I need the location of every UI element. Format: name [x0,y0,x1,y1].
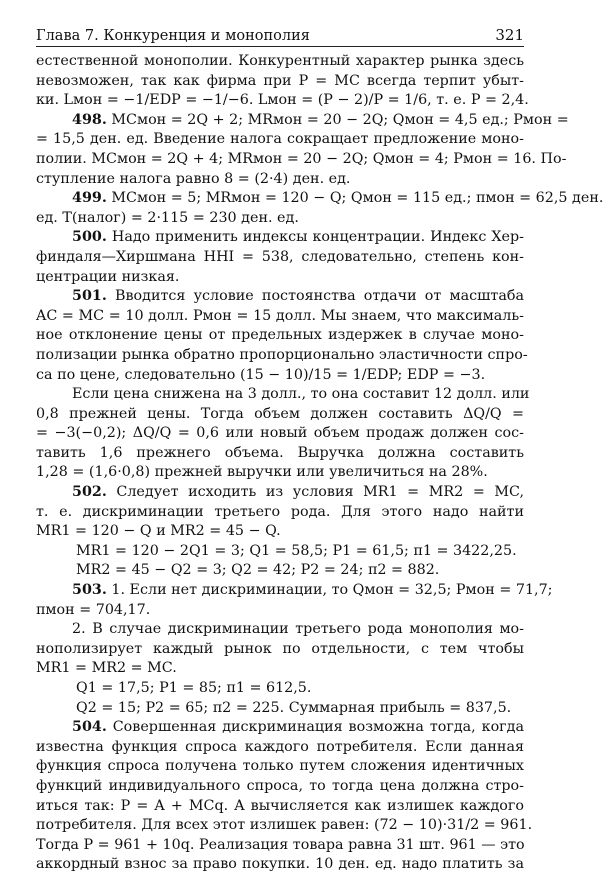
text-line [36,542,524,562]
line-text: MCмон = 5; MRмон = 120 − Q; Qмон = 115 ед.; πмон = 62,5 ден. [106,190,603,207]
text-line [36,424,524,444]
line-text: Q2 = 15; P2 = 65; π2 = 225. Суммарная прибыль = 837,5. [76,699,512,716]
line-text: ки. Lмон = −1/EDP = −1/−6. Lмон = (P − 2)/P = 1/6, т. е. P = 2,4. [36,92,529,109]
text-line [36,405,524,425]
text-line [36,307,524,327]
line-text: нополизирует каждый рынок по отдельности, с тем чтобы [36,640,524,657]
line-text: = 15,5 ден. ед. Введение налога сокращает предложение моно- [36,131,524,148]
line-text: полии. MCмон = 2Q + 4; MRмон = 20 − 2Q; Qмон = 4; Pмон = 16. По- [36,150,567,167]
line-text: невозможен, так как фирма при P = MC всегда терпит убыт- [36,72,524,89]
text-line [36,797,524,817]
line-text: полизации рынка обратно пропорционально эластичности спро- [36,346,528,363]
text-line [36,816,533,836]
line-text: естественной монополии. Конкурентный характер рынка здесь [36,53,524,69]
text-line [36,346,528,366]
line-text: πмон = 704,17. [36,601,151,618]
text-line [36,366,524,386]
line-text: 1,28 = (1,6·0,8) прежней выручки или увеличиться на 28%. [36,464,488,481]
text-line [36,326,524,346]
line-text: известна функция спроса каждого потребителя. Если данная [36,738,524,755]
page-body [36,52,603,875]
text-line [36,659,524,679]
line-text: MR1 = 120 − Q и MR2 = 45 − Q. [36,523,281,540]
problem-number: 500. [72,229,107,246]
line-text: Следует исходить из условия MR1 = MR2 = MC, [106,484,524,501]
text-line [36,130,524,150]
text-line [36,150,567,170]
running-header [36,20,524,44]
text-line [36,699,524,719]
line-text: ное отклонение цены от предельных издержек в случае моно- [36,327,524,344]
text-line [36,522,524,542]
line-text: MCмон = 2Q + 2; MRмон = 20 − 2Q; Qмон = 4,5 ед.; Pмон = [106,111,569,128]
line-text: центрации низкая. [36,268,180,285]
text-line [36,463,524,483]
text-line [36,268,524,288]
line-text: AC = MC = 10 долл. Pмон = 15 долл. Мы знаем, что максималь- [36,307,524,324]
text-line [36,777,524,797]
line-text: Q1 = 17,5; P1 = 85; π1 = 612,5. [76,680,312,696]
problem-number: 498. [72,111,107,128]
line-text: MR1 = MR2 = MC. [36,660,177,677]
line-text: Надо применить индексы концентрации. Индекс Хер- [106,229,524,246]
line-text: иться так: P = A + MCq. A вычисляется как излишек каждого [36,797,524,814]
problem-number: 501. [72,288,107,305]
text-line [36,248,524,268]
header-rule [36,46,524,47]
line-text: 1. Если нет дискриминации, то Qмон = 32,5; Pмон = 71,7; [106,582,553,599]
line-text: са по цене, следовательно (15 − 10)/15 = 1/EDP; EDP = −3. [36,366,486,383]
chapter-title: Глава 7. Конкуренция и монополия [36,28,310,44]
line-text: аккордный взнос за право покупки. 10 ден. ед. надо платить за [36,856,524,873]
line-text: Совершенная дискриминация возможна тогда, когда [106,719,524,736]
problem-number: 504. [72,719,107,736]
text-line [36,836,524,856]
problem-number: 503. [72,582,107,599]
text-line [36,503,524,523]
text-line [36,620,524,640]
text-line [36,561,524,581]
line-text: функций индивидуального спроса, то тогда цена должна стро- [36,777,524,794]
line-text: MR1 = 120 − 2Q1 = 3; Q1 = 58,5; P1 = 61,5; π1 = 3422,25. [76,542,517,559]
text-line [36,640,524,660]
line-text: функция спроса получена только путем сложения идентичных [36,758,524,775]
text-line [36,170,524,190]
line-text: ед. T(налог) = 2·115 = 230 ден. ед. [36,209,299,226]
text-line [36,72,524,92]
text-line [36,91,529,111]
text-line [36,483,524,503]
text-line [36,581,553,601]
line-text: Вводится условие постоянства отдачи от масштаба [106,288,524,305]
line-text: MR2 = 45 − Q2 = 3; Q2 = 42; P2 = 24; π2 = 882. [76,562,440,579]
line-text: тавить 1,6 прежнего объема. Выручка должна составить [36,444,524,461]
line-text: Если цена снижена на 3 долл., то она составит 12 долл. или [72,386,530,403]
line-text: = −3(−0,2); ΔQ/Q = 0,6 или новый объем продаж должен сос- [36,425,524,442]
text-line [36,52,524,72]
text-line [36,718,524,738]
text-line [36,444,524,464]
text-line [36,228,524,248]
text-line [36,757,524,777]
text-line [36,601,524,621]
line-text: 0,8 прежней цены. Тогда объем должен составить ΔQ/Q = [36,405,524,422]
line-text: 2. В случае дискриминации третьего рода монополия мо- [72,621,524,638]
text-line [36,189,603,209]
text-line [36,855,524,875]
page-number: 321 [495,26,524,44]
line-text: ступление налога равно 8 = (2·4) ден. ед. [36,170,351,187]
line-text: т. е. дискриминации третьего рода. Для этого надо найти [36,503,524,520]
text-line [36,385,530,405]
line-text: Тогда P = 961 + 10q. Реализация товара равна 31 шт. 961 — это [36,836,525,853]
text-line [36,209,524,229]
line-text: потребителя. Для всех этот излишек равен: (72 − 10)·31/2 = 961. [36,817,533,834]
text-line [36,287,524,307]
text-line [36,738,524,758]
text-line [36,111,569,131]
problem-number: 502. [72,484,107,501]
text-line [36,679,524,699]
problem-number: 499. [72,190,107,207]
line-text: финдаля—Хиршмана HHI = 538, следовательно, степень кон- [36,248,524,265]
